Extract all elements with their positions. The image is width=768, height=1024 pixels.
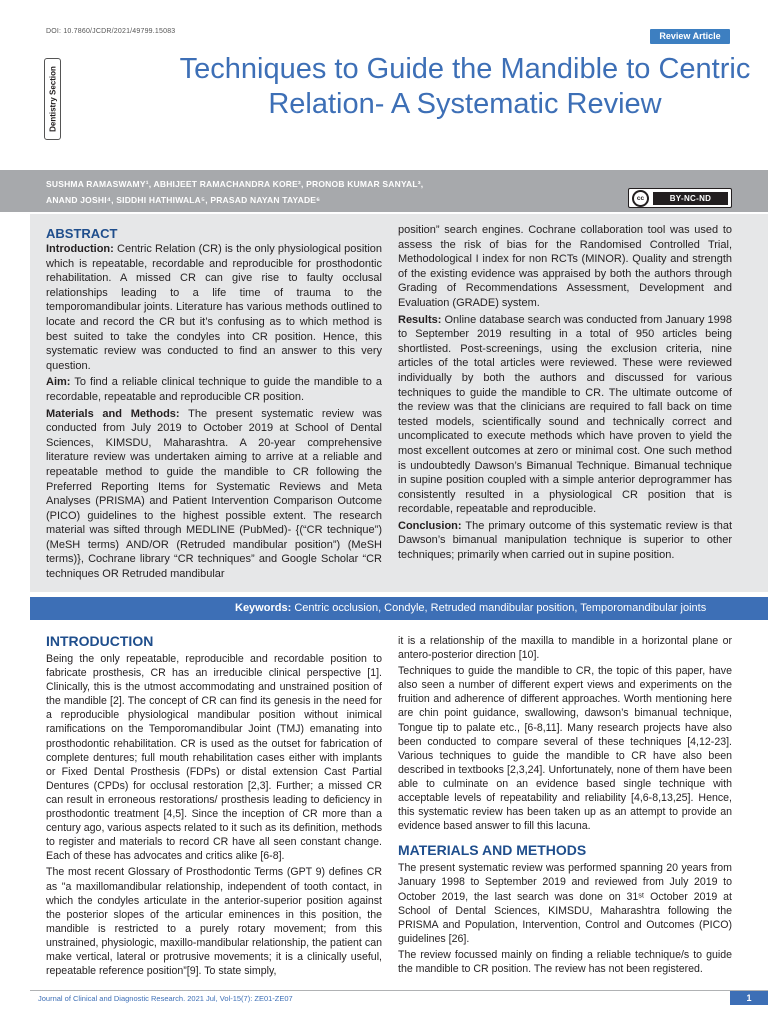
methods-heading: MATERIALS AND METHODS <box>398 842 587 859</box>
section-tag <box>44 58 61 140</box>
page-number: 1 <box>730 991 768 1005</box>
introduction-heading: INTRODUCTION <box>46 633 154 649</box>
abstract-conclusion <box>398 519 732 563</box>
author-line: SUSHMA RAMASWAMY¹, ABHIJEET RAMACHANDRA KORE², PRONOB KUMAR SANYAL³, <box>46 179 424 189</box>
paragraph: The present systematic review was performed spanning 20 years from January 1998 to September 2019 and reviewed from July 2019 to October 2019, the last search was done on 31ˢᵗ October 2019 at School of Dental Sciences, KIMSDU, Maharashtra following the PRISMA and Population, Intervention, Control and Outcomes (PICO) guidelines [26]. <box>398 862 732 945</box>
keywords-text: Centric occlusion, Condyle, Retruded mandibular position, Temporomandibular joints <box>294 602 707 614</box>
abstract-right-column <box>398 223 732 565</box>
footer-divider <box>30 990 768 991</box>
aim-text: To find a reliable clinical technique to guide the mandible to a recordable, repeatable and reproducible CR position. <box>46 376 382 403</box>
body-left-column <box>46 632 382 980</box>
methods-label: Materials and Methods: <box>46 407 180 420</box>
paragraph: The most recent Glossary of Prosthodontic Terms (GPT 9) defines CR as "a maxillomandibular relationship, independent of tooth contact, in which the condyles articulate in the anterior-superior position against the posterior slopes of the articular eminences in this position, the mandible is restricted to a purely rotary movement; from this unstrained, physiologic, maxillo-mandibular relationship, the patient can make vertical, lateral or protrusive movements; it is a clinically useful, repeatable reference position”[9]. To state simply, <box>46 866 382 978</box>
methods-continued: position” search engines. Cochrane collaboration tool was used to assess the risk of bias for the Randomised Controlled Trial, Methodological I index for non RCTs (MINOR). Quality and strength of the existing evidence was appraised by both the authors through Grading of Recommendations Assessment, Development and Evaluation (GRADE) system. <box>398 224 732 309</box>
results-text: Online database search was conducted from January 1998 to September 2019 resulting in a total of 950 articles being shortlisted. Post-screenings, using the exclusion criteria, nine articles of the total articles were reviewed. These were reviewed individually by both the authors and discussed for various techniques to guide the mandible to CR. The ultimate outcome of the review was that the clinicians are required to fall back on time tested models, scientifically sound and technically correct and uncomplicated to execute methods which have proven to yield the most excellent outcomes at zero or minimal cost. One such method is undoubtedly Dawson’s Bimanual Technique. Bimanual technique in supine position coupled with a simple anterior deprogrammer has consistently resulted in a physiological CR position that is recordable, repeatable and reproducible. <box>398 313 732 516</box>
abstract-methods <box>46 407 382 582</box>
abstract-left-column <box>46 226 382 584</box>
abstract-introduction <box>46 242 382 373</box>
keywords-bar <box>30 597 768 620</box>
license-badge[interactable] <box>628 188 732 208</box>
footer-citation: Journal of Clinical and Diagnostic Research. 2021 Jul, Vol-15(7): ZE01-ZE07 <box>38 994 293 1003</box>
paragraph: Being the only repeatable, reproducible and recordable position to fabricate prosthesis, CR has an irreducible clinical perspective [1]. Clinically, this is the utmost accommodating and unstrained position of the mandible [2]. The concept of CR can find its genesis in the need for a reproducible physiological mandibular position without inimical ramifications on the Temporomandibular Joint (TMJ) emanating into prosthodontic rehabilitation. CR is used as the outset for fabrication of complete dentures; full mouth rehabilitation cases either with implants or Fixed Dental Prosthesis (FDPs) or distal extension Cast Partial Dentures (CPDs) for occlusal restoration [2,3]. Further; a missed CR can result in erroneous restorations/ prosthesis leading to deficiency in prosthodontic treatment [4,5]. Since the inception of CR more than a century ago, various aspects related to it such as its definition, methods to register and materials to record CR have all seen constant change. Each of these has advocates and critics alike [6-8]. <box>46 653 382 863</box>
paragraph: The review focussed mainly on finding a reliable technique/s to guide the mandible to CR position. The review has not been registered. <box>398 948 732 975</box>
cc-icon: cc <box>632 190 649 207</box>
conclusion-text: The primary outcome of this systematic review is that Dawson’s bimanual manipulation technique is superior to other techniques; primarily when carried out in supine position. <box>398 519 732 562</box>
section-label: Dentistry Section <box>48 66 57 132</box>
abstract-aim <box>46 375 382 404</box>
abstract-heading: ABSTRACT <box>46 226 118 241</box>
paragraph: it is a relationship of the maxilla to mandible in a horizontal plane or antero-posterior direction [10]. <box>398 635 732 662</box>
aim-label: Aim: <box>46 376 71 389</box>
article-type-badge: Review Article <box>650 29 730 44</box>
paper-title: Techniques to Guide the Mandible to Centric Relation- A Systematic Review <box>179 53 751 120</box>
keywords-label: Keywords: <box>235 602 292 614</box>
author-list <box>46 176 606 208</box>
author-line: ANAND JOSHI⁴, SIDDHI HATHIWALA⁵, PRASAD NAYAN TAYADE⁶ <box>46 195 321 205</box>
introduction-label: Introduction: <box>46 243 114 255</box>
methods-text: The present systematic review was conducted from July 2019 to October 2019 at School of Dental Sciences, KIMSDU, Maharashtra. A 20-year comprehensive literature review was undertaken aiming to arrive at a reliable and repeatable method to guide the mandible to CR following the Preferred Reporting Items for Systematic Reviews and Meta Analyses (PRISMA) and Patient Intervention Comparison Outcome (PICO) guidelines to the highest possible extent. The research material was sifted through MEDLINE (PubMed)- {(“CR technique”) (MeSH terms) AND/OR (Retruded mandibular position”) (MeSH terms)}, Cochrane library “CR techniques” and Google Scholar “CR techniques OR Retruded mandibular <box>46 407 383 581</box>
paragraph: Techniques to guide the mandible to CR, the topic of this paper, have also seen a number of different expert views and experiments on the fruition and adherence of different approaches. Worth mentioning here are chin point guidance, swallowing, dawson’s bimanual technique, Tongue tip to palate etc., [6-8,11]. Many research projects have also been conducted to compare several of these techniques [4,12-23]. Various techniques to guide the mandible to CR have also been described in textbooks [2,3,24]. Unfortunately, none of them have been able to culminate on an evidence based single technique with acceptable levels of repeatability and reliability [4,6-8,13,25]. Hence, this systematic review has been taken up as an attempt to provide an evidence based answer to fill this lacuna. <box>398 665 732 833</box>
doi: DOI: 10.7860/JCDR/2021/49799.15083 <box>46 28 176 35</box>
body-right-column <box>398 634 732 978</box>
results-label: Results: <box>398 313 442 326</box>
introduction-text: Centric Relation (CR) is the only physiological position which is repeatable, recordable and reproducible for prosthodontic rehabilitation. A missed CR can give rise to faulty occlusal relationships leading to a life time of trauma to the temporomandibular joints. Literature has various methods outlined to locate and record the CR but it’s confusing as to which method is best suited to take the condyles into CR position. Hence, this systematic review was conducted to find an answer to this very question. <box>46 243 382 372</box>
license-label: BY-NC-ND <box>653 192 728 205</box>
conclusion-label: Conclusion: <box>398 519 462 532</box>
abstract-results <box>398 313 732 517</box>
